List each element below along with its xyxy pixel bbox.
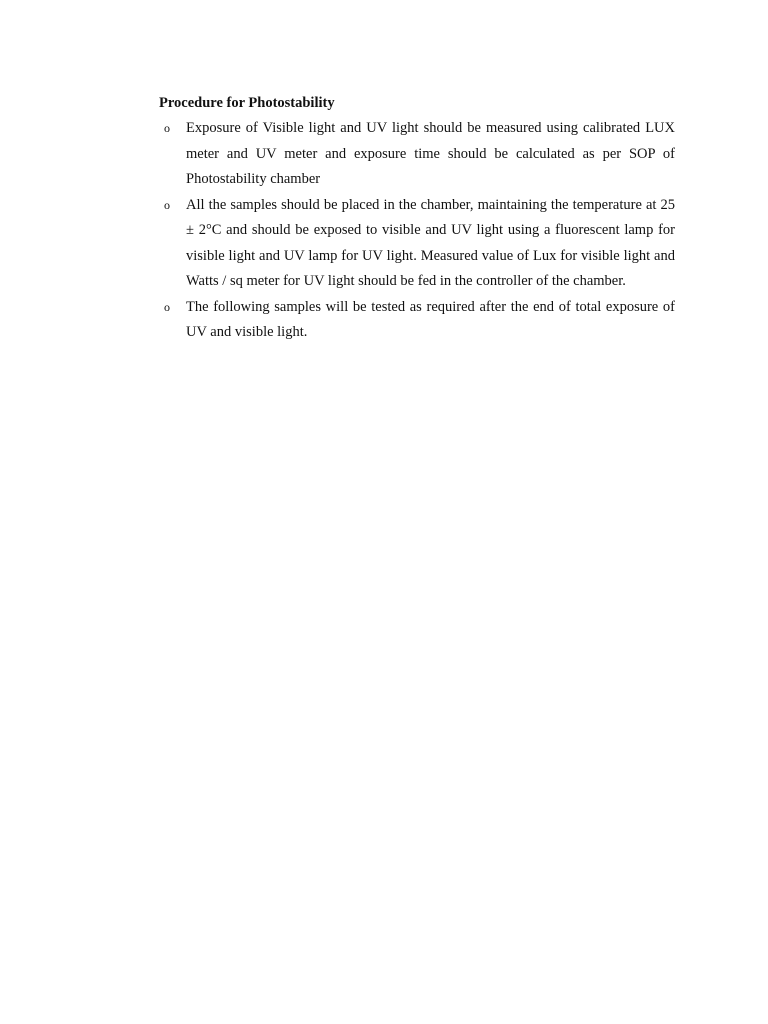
bullet-icon: o: [164, 197, 170, 212]
list-item-text: The following samples will be tested as required after the end of total exposure of UV and visible light.: [186, 298, 675, 340]
procedure-list: [159, 116, 675, 346]
section-heading: Procedure for Photostability: [159, 95, 335, 111]
bullet-icon: o: [164, 121, 170, 135]
list-item: [159, 193, 675, 295]
list-item: [159, 116, 675, 193]
list-item: [159, 295, 675, 346]
list-item-text: Exposure of Visible light and UV light should be measured using calibrated LUX meter and UV meter and exposure time should be calculated as per SOP of Photostability chamber: [186, 120, 675, 187]
document-body: [159, 93, 675, 346]
bullet-icon: o: [164, 299, 170, 314]
list-item-text: All the samples should be placed in the chamber, maintaining the temperature at 25 ± 2°C and should be exposed to visible and UV light using a fluorescent lamp for visible light and UV lamp for UV light. Measured value of Lux for visible light and Watts / sq meter for UV light should be fed in the controller of the chamber.: [186, 196, 675, 289]
